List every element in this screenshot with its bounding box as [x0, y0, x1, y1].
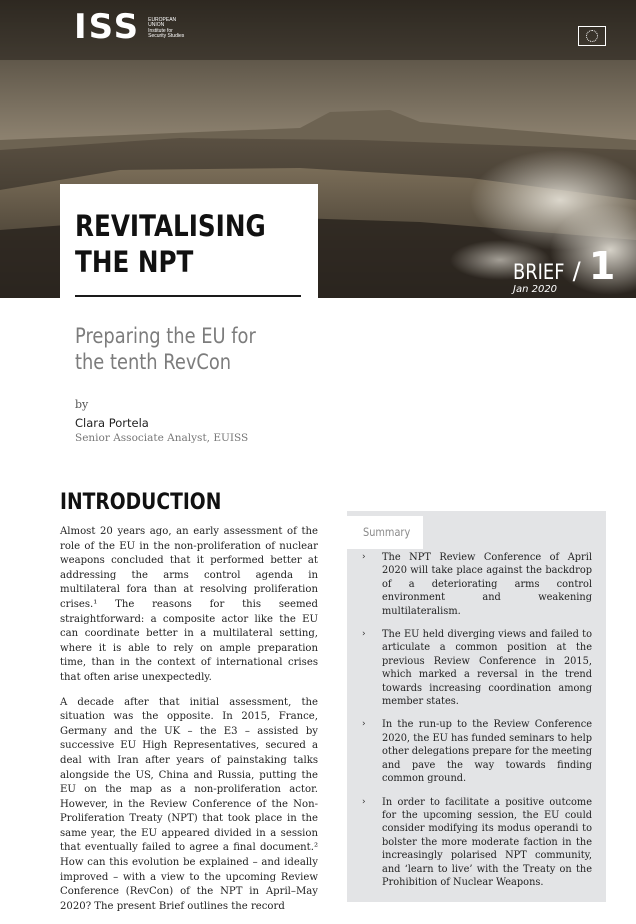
subtitle — [75, 323, 256, 375]
logo-mark: ISS — [74, 7, 141, 47]
summary-item — [362, 551, 592, 618]
subtitle-line: the tenth RevCon — [75, 350, 232, 374]
summary-list — [362, 551, 592, 899]
chevron-right-icon: › — [362, 552, 366, 562]
brief-number: 1 — [588, 244, 616, 288]
brief-date: Jan 2020 — [513, 284, 558, 295]
title-line: REVITALISING — [75, 209, 266, 243]
logo-line: EUROPEAN — [148, 17, 177, 23]
logo-line: Security Studies — [148, 33, 185, 40]
chevron-right-icon: › — [362, 629, 366, 640]
summary-item — [362, 718, 592, 785]
paragraph: Almost 20 years ago, an early assessment of the role of the EU in the non-proliferation of nuclear weapons concluded that it performed better at addressing the arms control agenda in multilateral fora than at resolving proliferation crises.¹ The reasons for this seemed straightforward: a composite actor like the EU can coordinate better in a multilateral setting, where it is able to rely on ample preparation time, than in the context of international crises that often arise unexpectedly. — [60, 526, 318, 683]
brief-word: BRIEF — [513, 260, 565, 284]
subtitle-line: Preparing the EU for — [75, 324, 256, 348]
summary-item-text: The NPT Review Conference of April 2020 will take place against the backdrop of a deteriorating arms control environment and weakening multilateralism. — [382, 552, 592, 617]
summary-label: Summary — [363, 525, 411, 539]
chevron-right-icon: › — [362, 719, 366, 730]
summary-item-text: In the run-up to the Review Conference 2020, the EU has funded seminars to help other delegations prepare for the meeting and pave the way towards finding common ground. — [382, 719, 592, 785]
iss-logo — [74, 7, 185, 47]
logo-line: UNION — [148, 22, 165, 29]
intro-text — [60, 525, 318, 924]
section-heading: INTRODUCTION — [60, 490, 222, 515]
brief-label — [513, 244, 615, 288]
summary-item — [362, 796, 592, 890]
title-line: THE NPT — [75, 245, 194, 279]
paragraph: A decade after that initial assessment, the situation was the opposite. In 2015, France, Germany and the UK – the E3 – assisted by successive EU High Representatives, secured a deal with Iran after years of painstaking talks alongside the US, China and Russia, putting the EU on the map as a non-proliferation actor. However, in the Review Conference of the Non-Proliferation Treaty (NPT) that took place in the same year, the EU appeared divided in a session that eventually failed to agree a final document.² How can this evolution be explained – and ideally improved – with a view to the upcoming Review Conference (RevCon) of the NPT in April–May 2020? The present Brief outlines the record — [60, 696, 318, 912]
summary-item — [362, 628, 592, 708]
chevron-right-icon: › — [362, 796, 366, 807]
author-name: Clara Portela — [75, 416, 149, 430]
page-title — [75, 208, 279, 280]
author-role: Senior Associate Analyst, EUISS — [75, 432, 249, 444]
logo-line: Institute for — [148, 27, 173, 34]
logo-subtitle — [148, 18, 184, 40]
title-divider — [75, 295, 301, 297]
brief-separator: / — [572, 257, 581, 285]
summary-item-text: In order to facilitate a positive outcome for the upcoming session, the EU could consider modifying its modus operandi to bolster the more moderate faction in the increasingly polarised NPT community, and ‘learn to live’ with the Treaty on the Prohibition of Nuclear Weapons. — [382, 796, 592, 888]
eu-flag-icon — [578, 26, 606, 46]
byline-by: by — [75, 398, 89, 411]
summary-item-text: The EU held diverging views and failed to articulate a common position at the previous Review Conference in 2015, which marked a reversal in the trend towards increasing coordination among member states. — [382, 629, 592, 708]
